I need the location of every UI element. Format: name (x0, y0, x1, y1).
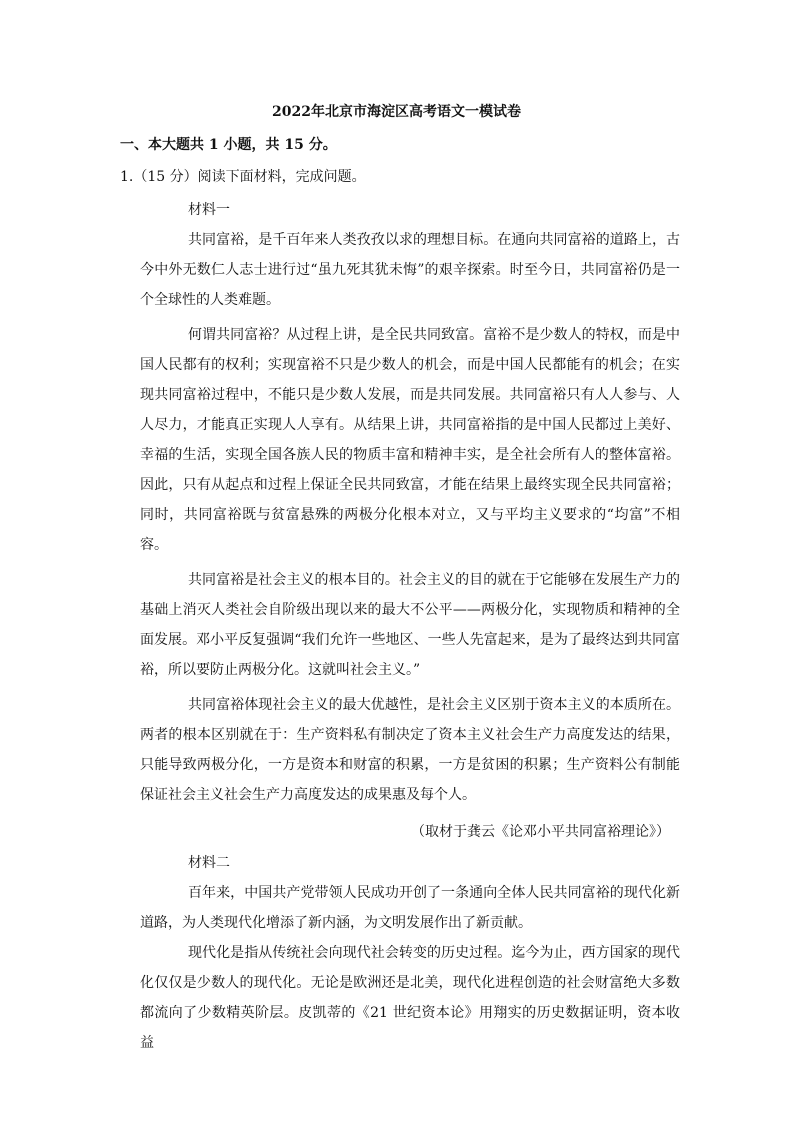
material1-paragraph: 何谓共同富裕？从过程上讲，是全民共同致富。富裕不是少数人的特权，而是中国人民都有的权利；实现富裕不只是少数人的机会，而是中国人民都能有的机会；在实现共同富裕过程中，不能只是少数人发展，而是共同发展。共同富裕只有人人参与、人人尽力，才能真正实现人人享有。从结果上讲，共同富裕指的是中国人民都过上美好、幸福的生活，实现全国各族人民的物质丰富和精神丰实，是全社会所有人的整体富裕。因此，只有从起点和过程上保证全民共同致富，才能在结果上最终实现全民共同富裕；同时，共同富裕既与贫富悬殊的两极分化根本对立，又与平均主义要求的“均富”不相容。 (140, 327, 680, 553)
question-number: 1. (120, 169, 134, 185)
material1-paragraph: 共同富裕是社会主义的根本目的。社会主义的目的就在于它能够在发展生产力的基础上消灭人类社会自阶级出现以来的最大不公平——两极分化，实现物质和精神的全面发展。邓小平反复强调“我们允许一些地区、一些人先富起来，是为了最终达到共同富裕，所以要防止两极分化。这就叫社会主义。” (140, 572, 680, 678)
material2-label: 材料二 (188, 855, 230, 871)
question-prompt: 阅读下面材料，完成问题。 (197, 169, 366, 185)
question-line (120, 167, 366, 187)
material1-source: （取材于龚云《论邓小平共同富裕理论》） (411, 824, 670, 840)
question-points: （15 分） (133, 169, 198, 185)
material1-label: 材料一 (188, 202, 230, 218)
material2-paragraph: 百年来，中国共产党带领人民成功开创了一条通向全体人民共同富裕的现代化新道路，为人类现代化增添了新内涵，为文明发展作出了新贡献。 (140, 885, 680, 931)
material2-paragraph: 现代化是指从传统社会向现代社会转变的历史过程。迄今为止，西方国家的现代化仅仅是少数人的现代化。无论是欧洲还是北美，现代化进程创造的社会财富绝大多数都流向了少数精英阶层。皮凯蒂的《21 世纪资本论》用翔实的历史数据证明，资本收益 (140, 945, 680, 1051)
material1-paragraph: 共同富裕体现社会主义的最大优越性，是社会主义区别于资本主义的本质所在。两者的根本区别就在于：生产资料私有制决定了资本主义社会生产力高度发达的结果，只能导致两极分化，一方是资本和财富的积累，一方是贫困的积累；生产资料公有制能保证社会主义社会生产力高度发达的成果惠及每个人。 (140, 697, 680, 803)
section-heading: 一、本大题共 1 小题，共 15 分。 (120, 137, 337, 153)
page-title: 2022年北京市海淀区高考语文一模试卷 (272, 104, 521, 120)
material1-paragraph: 共同富裕，是千百年来人类孜孜以求的理想目标。在通向共同富裕的道路上，古今中外无数仁人志士进行过“虽九死其犹未悔”的艰辛探索。时至今日，共同富裕仍是一个全球性的人类难题。 (140, 232, 680, 308)
